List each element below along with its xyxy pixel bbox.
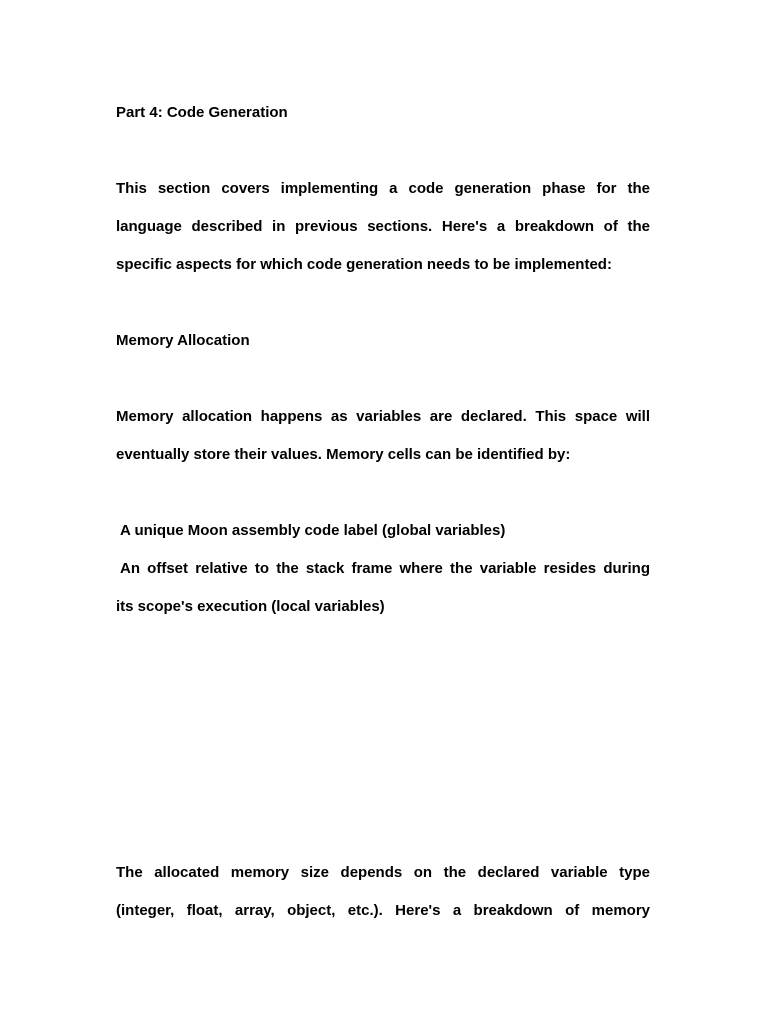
intro-line-3: specific aspects for which code generation needs to be implemented: xyxy=(116,256,612,273)
list-item-local-continuation: its scope's execution (local variables) xyxy=(116,598,385,615)
size-line-1: The allocated memory size depends on the declared variable type xyxy=(116,864,650,881)
list-item-global: A unique Moon assembly code label (global variables) xyxy=(120,522,506,539)
memory-line-1: Memory allocation happens as variables are declared. This space will xyxy=(116,408,650,425)
size-line-2: (integer, float, array, object, etc.). Here's a breakdown of memory xyxy=(116,902,650,919)
intro-line-1: This section covers implementing a code generation phase for the xyxy=(116,180,650,197)
section-heading: Memory Allocation xyxy=(116,332,250,349)
memory-line-2: eventually store their values. Memory cells can be identified by: xyxy=(116,446,571,463)
list-item-local: An offset relative to the stack frame where the variable resides during xyxy=(120,560,650,577)
document-title: Part 4: Code Generation xyxy=(116,104,288,121)
intro-line-2: language described in previous sections. Here's a breakdown of the xyxy=(116,218,650,235)
